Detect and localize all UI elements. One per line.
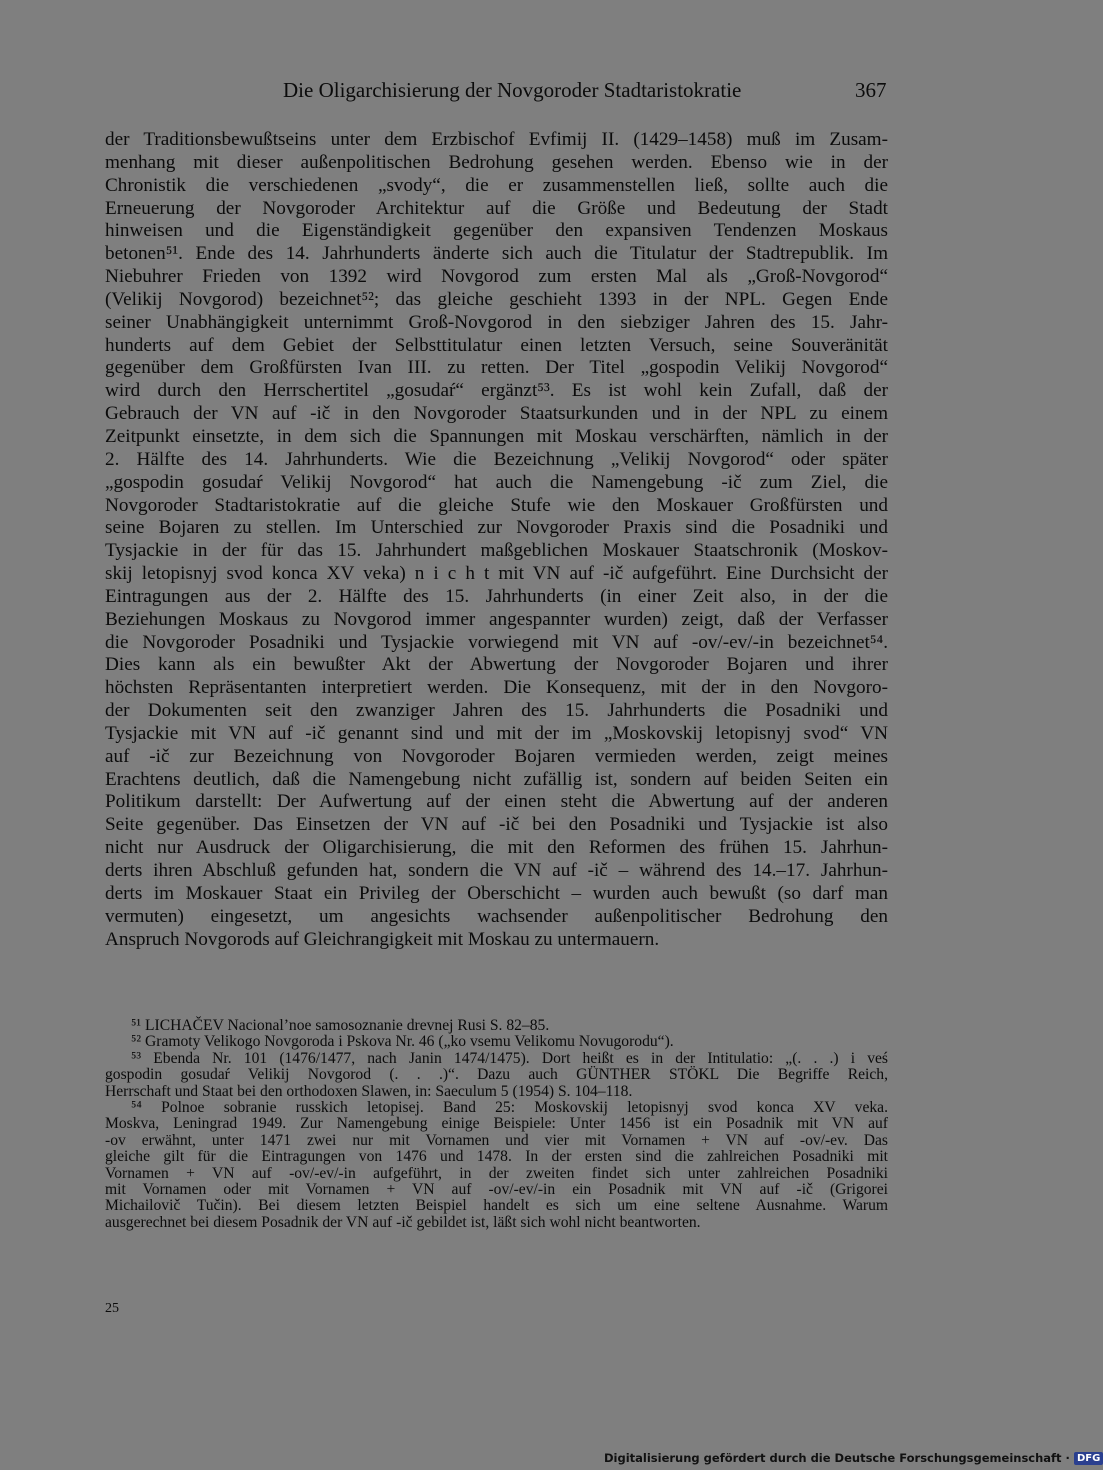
text-line: „gospodin gosudaŕ Velikij Novgorod“ hat auch die Namengebung -ič zum Ziel, die (105, 471, 888, 493)
text-line: Beziehungen Moskaus zu Novgorod immer angespannter wurden) zeigt, daß der Verfasser (105, 608, 888, 630)
footnote-line: ⁵² Gramoty Velikogo Novgoroda i Pskova Nr. 46 („ko vsemu Velikomu Novugorodu“). (131, 1033, 674, 1051)
text-line: Novgoroder Stadtaristokratie auf die gleiche Stufe wie den Moskauer Großfürsten und (105, 494, 888, 516)
footnote-line: Vornamen + VN auf -ov/-ev/-in aufgeführt, in der zweiten findet sich unter zahlreichen Posadniki (105, 1164, 888, 1182)
footnote-line: ausgerechnet bei diesem Posadnik der VN auf -ič gebildet ist, läßt sich wohl nicht beantworten. (105, 1213, 701, 1231)
signature-mark: 25 (105, 1301, 119, 1316)
text-line: hinweisen und die Eigenständigkeit gegenüber den expansiven Tendenzen Moskaus (105, 220, 888, 242)
footnotes (105, 1018, 888, 1231)
running-title: Die Oligarchisierung der Novgoroder Stadtaristokratie (283, 78, 742, 102)
text-line: Seite gegenüber. Das Einsetzen der VN auf -ič bei den Posadniki und Tysjackie ist also (105, 814, 888, 836)
footnote-line: ⁵¹ LICHAČEV Nacional’noe samosoznanie drevnej Rusi S. 82–85. (131, 1017, 550, 1034)
text-line: betonen⁵¹. Ende des 14. Jahrhunderts änderte sich auch die Titulatur der Stadtrepublik. Im (105, 243, 888, 265)
text-line: Eintragungen aus der 2. Hälfte des 15. Jahrhunderts (in einer Zeit also, in der die (105, 585, 888, 607)
text-line: Tysjackie mit VN auf -ič genannt sind und mit der im „Moskovskij letopisnyj svod“ VN (105, 722, 888, 744)
text-line: skij letopisnyj svod konca XV veka) n i c h t mit VN auf -ič aufgeführt. Eine Durchsicht der (105, 563, 888, 585)
text-line: seiner Unabhängigkeit unternimmt Groß-Novgorod in den siebziger Jahren des 15. Jahr- (105, 311, 888, 333)
text-line: hunderts auf dem Gebiet der Selbsttitulatur einen letzten Versuch, seine Souveränität (105, 334, 888, 356)
dfg-logo: DFG (1074, 1452, 1103, 1465)
text-line: höchsten Repräsentanten interpretiert werden. Die Konsequenz, mit der in den Novgoro- (105, 677, 888, 699)
text-line: Gebrauch der VN auf -ič in den Novgoroder Staatsurkunden und in der NPL zu einem (105, 403, 888, 425)
text-line: derts ihren Abschluß gefunden hat, sondern die VN auf -ič – während des 14.–17. Jahrhun- (105, 860, 888, 881)
footnote-line: ⁵⁴ Polnoe sobranie russkich letopisej. Band 25: Moskovskij letopisnyj svod konca XV veka. (131, 1098, 888, 1116)
text-line: auf -ič zur Bezeichnung von Novgoroder Bojaren vermieden werden, zeigt meines (105, 745, 888, 767)
footnote (105, 1034, 888, 1050)
footnote (105, 1100, 888, 1231)
text-line: Niebuhrer Frieden von 1392 wird Novgorod zum ersten Mal als „Groß-Novgorod“ (105, 266, 888, 288)
footnote-line: ⁵³ Ebenda Nr. 101 (1476/1477, nach Janin 1474/1475). Dort heißt es in der Intitulatio: „(. . .) i veś (131, 1049, 888, 1067)
main-text (105, 129, 888, 951)
text-line: Erneuerung der Novgoroder Architektur auf die Größe und Bedeutung der Stadt (105, 197, 888, 219)
footnote (105, 1051, 888, 1100)
text-line: der Dokumenten seit den zwanziger Jahren des 15. Jahrhunderts die Posadniki und (105, 700, 888, 722)
footnote-line: mit Vornamen oder mit Vornamen + VN auf -ov/-ev/-in ein Posadnik mit VN auf -ič (Grigorei (105, 1180, 888, 1198)
footnote (105, 1018, 888, 1034)
text-line: menhang mit dieser außenpolitischen Bedrohung gesehen werden. Ebenso wie in der (105, 151, 888, 173)
footnote-line: gospodin gosudaŕ Velikij Novgorod (. . .)“. Dazu auch GÜNTHER STÖKL Die Begriffe Reich, (105, 1066, 888, 1084)
text-line: gegenüber dem Großfürsten Ivan III. zu retten. Der Titel „gospodin Velikij Novgorod“ (105, 357, 888, 379)
text-line: Anspruch Novgorods auf Gleichrangigkeit mit Moskau zu untermauern. (105, 928, 660, 950)
text-line: der Traditionsbewußtseins unter dem Erzbischof Evfimij II. (1429–1458) muß im Zusam- (105, 129, 888, 150)
footer-credit-text: Digitalisierung gefördert durch die Deutsche Forschungsgemeinschaft · (604, 1451, 1070, 1465)
text-line: derts im Moskauer Staat ein Privileg der Oberschicht – wurden auch bewußt (so darf man (105, 882, 888, 904)
text-line: wird durch den Herrschertitel „gosudaŕ“ ergänzt⁵³. Es ist wohl kein Zufall, daß der (105, 380, 888, 402)
text-line: Politikum darstellt: Der Aufwertung auf der einen steht die Abwertung auf der anderen (105, 791, 888, 813)
text-line: (Velikij Novgorod) bezeichnet⁵²; das gleiche geschieht 1393 in der NPL. Gegen Ende (105, 288, 888, 310)
text-line: Erachtens deutlich, daß die Namengebung nicht zufällig ist, sondern auf beiden Seiten ein (105, 768, 888, 790)
footnote-line: -ov erwähnt, unter 1471 zwei nur mit Vornamen und vier mit Vornamen + VN auf -ov/-ev. Das (105, 1131, 888, 1149)
text-line: Tysjackie in der für das 15. Jahrhundert maßgeblichen Moskauer Staatschronik (Moskov- (105, 540, 888, 562)
text-line: vermuten) eingesetzt, um angesichts wachsender außenpolitischer Bedrohung den (105, 905, 888, 927)
text-line: Dies kann als ein bewußter Akt der Abwertung der Novgoroder Bojaren und ihrer (105, 654, 888, 676)
text-line: nicht nur Ausdruck der Oligarchisierung, die mit den Reformen des frühen 15. Jahrhun- (105, 837, 888, 859)
page-number: 367 (855, 78, 887, 102)
text-line: 2. Hälfte des 14. Jahrhunderts. Wie die Bezeichnung „Velikij Novgorod“ oder später (105, 448, 888, 470)
running-header (0, 78, 1000, 108)
text-line: Chronistik die verschiedenen „svody“, die er zusammenstellen ließ, sollte auch die (105, 174, 888, 196)
footnote-line: Moskva, Leningrad 1949. Zur Namengebung einige Beispiele: Unter 1456 ist ein Posadnik mit VN auf (105, 1115, 888, 1133)
footnote-line: Herrschaft und Staat bei den orthodoxen Slawen, in: Saeculum 5 (1954) S. 104–118. (105, 1082, 633, 1100)
footnote-line: gleiche gilt für die Eintragungen von 1476 und 1478. In der ersten sind die zahlreichen Posadniki mit (105, 1148, 888, 1166)
footer-credit (604, 1450, 1103, 1466)
footnote-line: Michailovič Tučin). Bei diesem letzten Beispiel handelt es sich um eine seltene Ausnahme. Warum (105, 1197, 888, 1215)
text-line: Zeitpunkt einsetzte, in dem sich die Spannungen mit Moskau verschärften, nämlich in der (105, 425, 888, 447)
text-line: seine Bojaren zu stellen. Im Unterschied zur Novgoroder Praxis sind die Posadniki und (105, 517, 888, 539)
text-line: die Novgoroder Posadniki und Tysjackie vorwiegend mit VN auf -ov/-ev/-in bezeichnet⁵⁴. (105, 631, 888, 653)
